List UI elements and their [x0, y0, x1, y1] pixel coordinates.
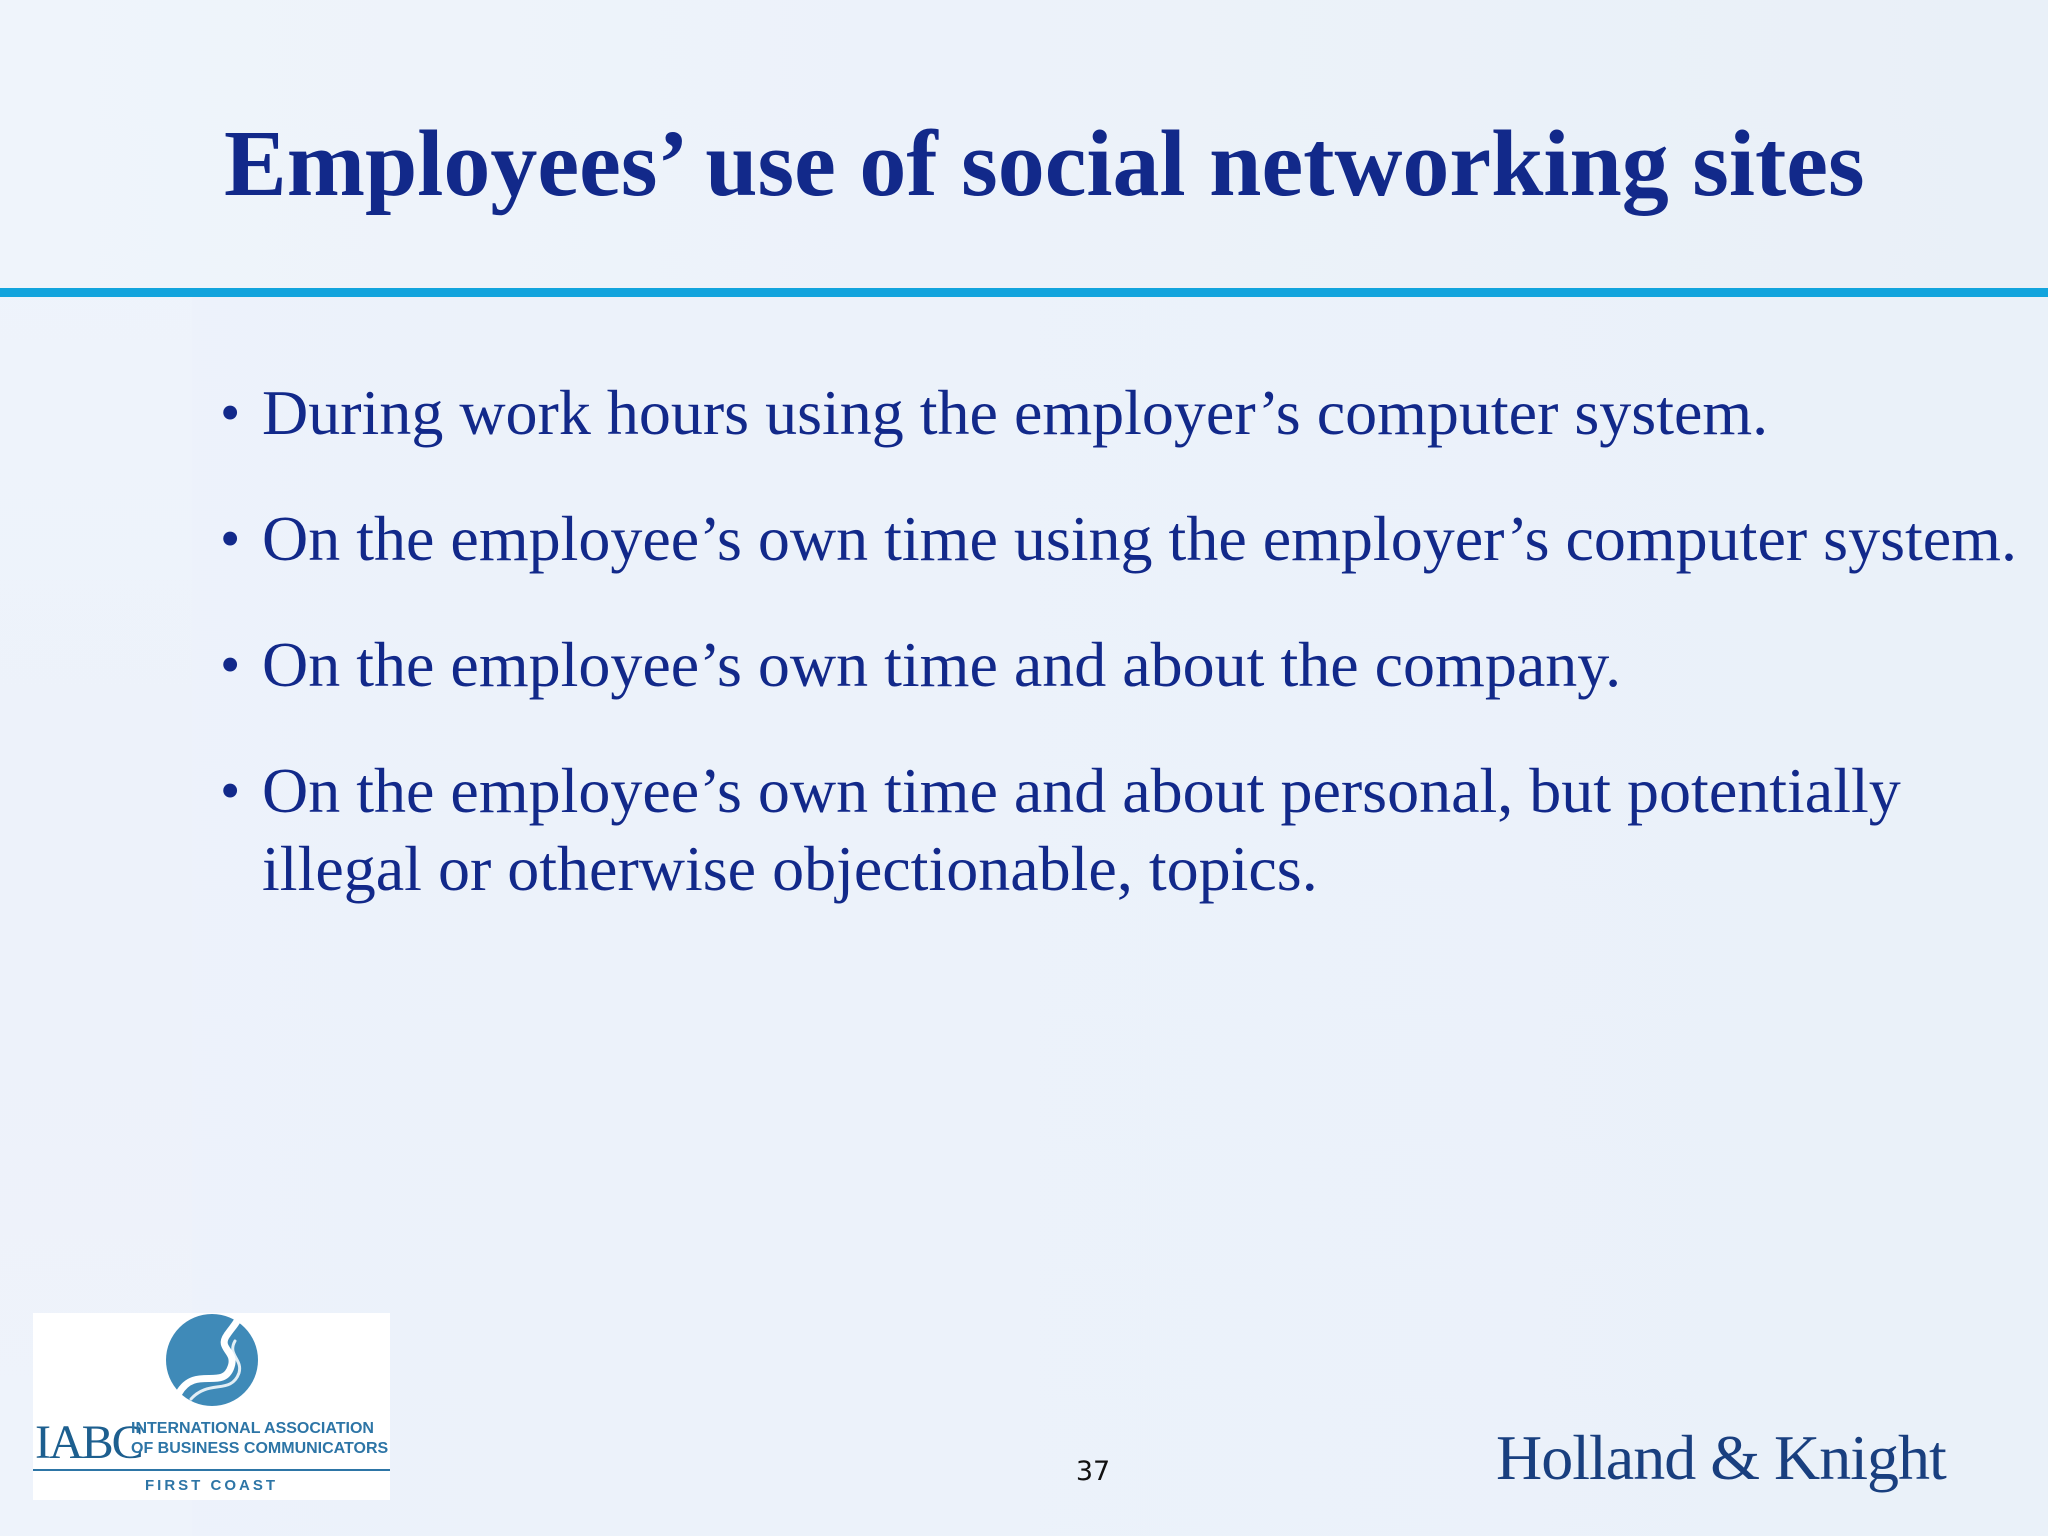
- bullet-marker: •: [220, 380, 241, 445]
- river-emblem-icon: [165, 1313, 259, 1407]
- bullet-item: [220, 626, 2020, 704]
- iabc-logo-line-1: INTERNATIONAL ASSOCIATION: [131, 1420, 374, 1437]
- slide-title: Employees’ use of social networking sites: [224, 112, 1865, 216]
- holland-knight-logo: Holland & Knight: [1496, 1422, 1946, 1493]
- bullet-item: [220, 374, 2020, 452]
- bullet-text: During work hours using the employer’s computer system.: [262, 377, 1769, 448]
- bullet-marker: •: [220, 632, 241, 697]
- title-divider-rule: [0, 288, 2048, 297]
- iabc-logo-letters: IABC: [35, 1416, 142, 1469]
- bullet-text: On the employee’s own time and about personal, but potentially illegal or otherwise objectionable, topics.: [262, 755, 1901, 904]
- page-number: 37: [1075, 1456, 1111, 1487]
- iabc-logo: [33, 1313, 390, 1500]
- bullet-marker: •: [220, 758, 241, 823]
- iabc-logo-divider: [33, 1469, 390, 1471]
- bullet-item: [220, 500, 2020, 578]
- bullet-list: [220, 374, 2020, 956]
- iabc-logo-line-2: OF BUSINESS COMMUNICATORS: [131, 1440, 389, 1457]
- bullet-item: [220, 752, 2020, 908]
- iabc-logo-subtitle: FIRST COAST: [145, 1477, 278, 1494]
- bullet-text: On the employee’s own time and about the company.: [262, 629, 1622, 700]
- bullet-marker: •: [220, 506, 241, 571]
- bullet-text: On the employee’s own time using the employer’s computer system.: [262, 503, 2017, 574]
